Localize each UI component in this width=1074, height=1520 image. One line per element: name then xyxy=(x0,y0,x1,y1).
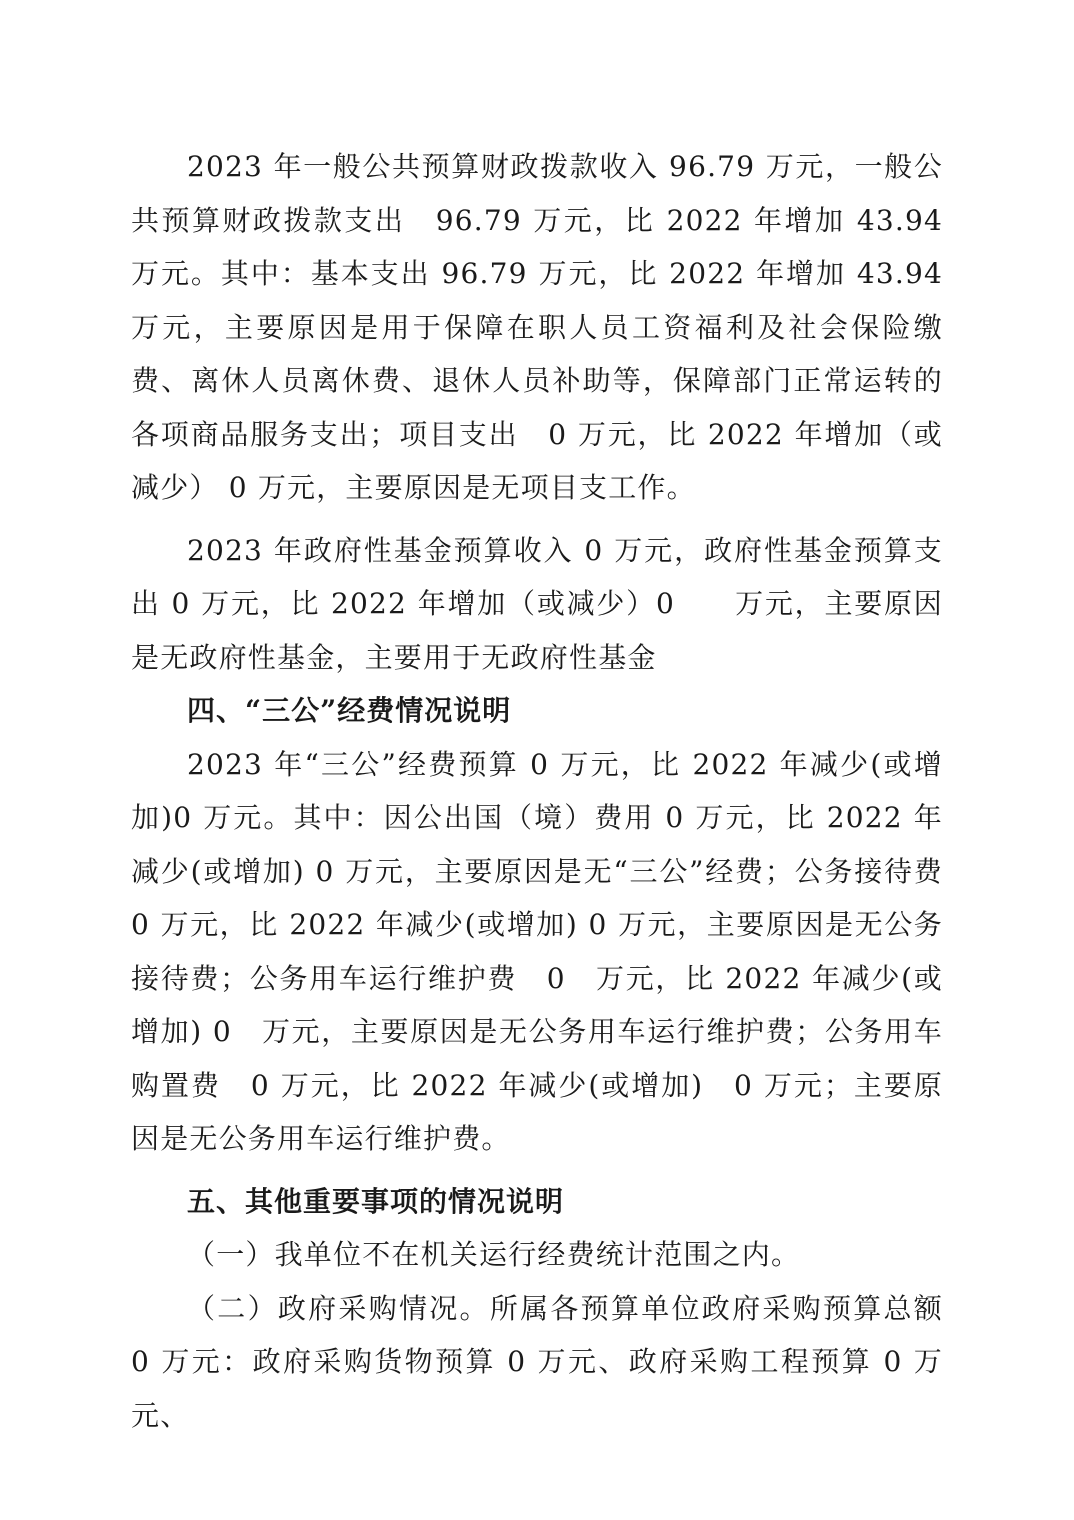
paragraph-three-public-budget: 2023 年“三公”经费预算 0 万元，比 2022 年减少(或增加)0 万元。其中：因公出国（境）费用 0 万元，比 2022 年减少(或增加) 0 万元，主要原因是无“三公”经费；公务接待费 0 万元，比 2022 年减少(或增加) 0 万元，主要原因是无公务接待费；公务用车运行维护费 0 万元，比 2022 年减少(或增加) 0 万元，主要原因是无公务用车运行维护费；公务用车购置费 0 万元，比 2022 年减少(或增加) 0 万元；主要原因是无公务用车运行维护费。 xyxy=(131,747,943,1155)
section-heading-other-matters: 五、其他重要事项的情况说明 xyxy=(187,1184,565,1218)
document-body xyxy=(131,140,943,1442)
paragraph-fund-budget: 2023 年政府性基金预算收入 0 万元，政府性基金预算支出 0 万元，比 2022 年增加（或减少）0 万元，主要原因是无政府性基金，主要用于无政府性基金 xyxy=(131,533,943,674)
paragraph-procurement: （二）政府采购情况。所属各预算单位政府采购预算总额 0 万元：政府采购货物预算 0 万元、政府采购工程预算 0 万元、 xyxy=(131,1291,943,1432)
paragraph-general-budget: 2023 年一般公共预算财政拨款收入 96.79 万元，一般公共预算财政拨款支出 96.79 万元，比 2022 年增加 43.94 万元。其中：基本支出 96.79 万元，比 2022 年增加 43.94 万元，主要原因是用于保障在职人员工资福利及社会保险缴费、离休人员离休费、退休人员补助等，保障部门正常运转的各项商品服务支出；项目支出 0 万元，比 2022 年增加（或减少） 0 万元，主要原因是无项目支工作。 xyxy=(131,150,943,504)
paragraph-operating-funds: （一）我单位不在机关运行经费统计范围之内。 xyxy=(187,1238,801,1271)
section-heading-three-public: 四、“三公”经费情况说明 xyxy=(187,694,512,727)
